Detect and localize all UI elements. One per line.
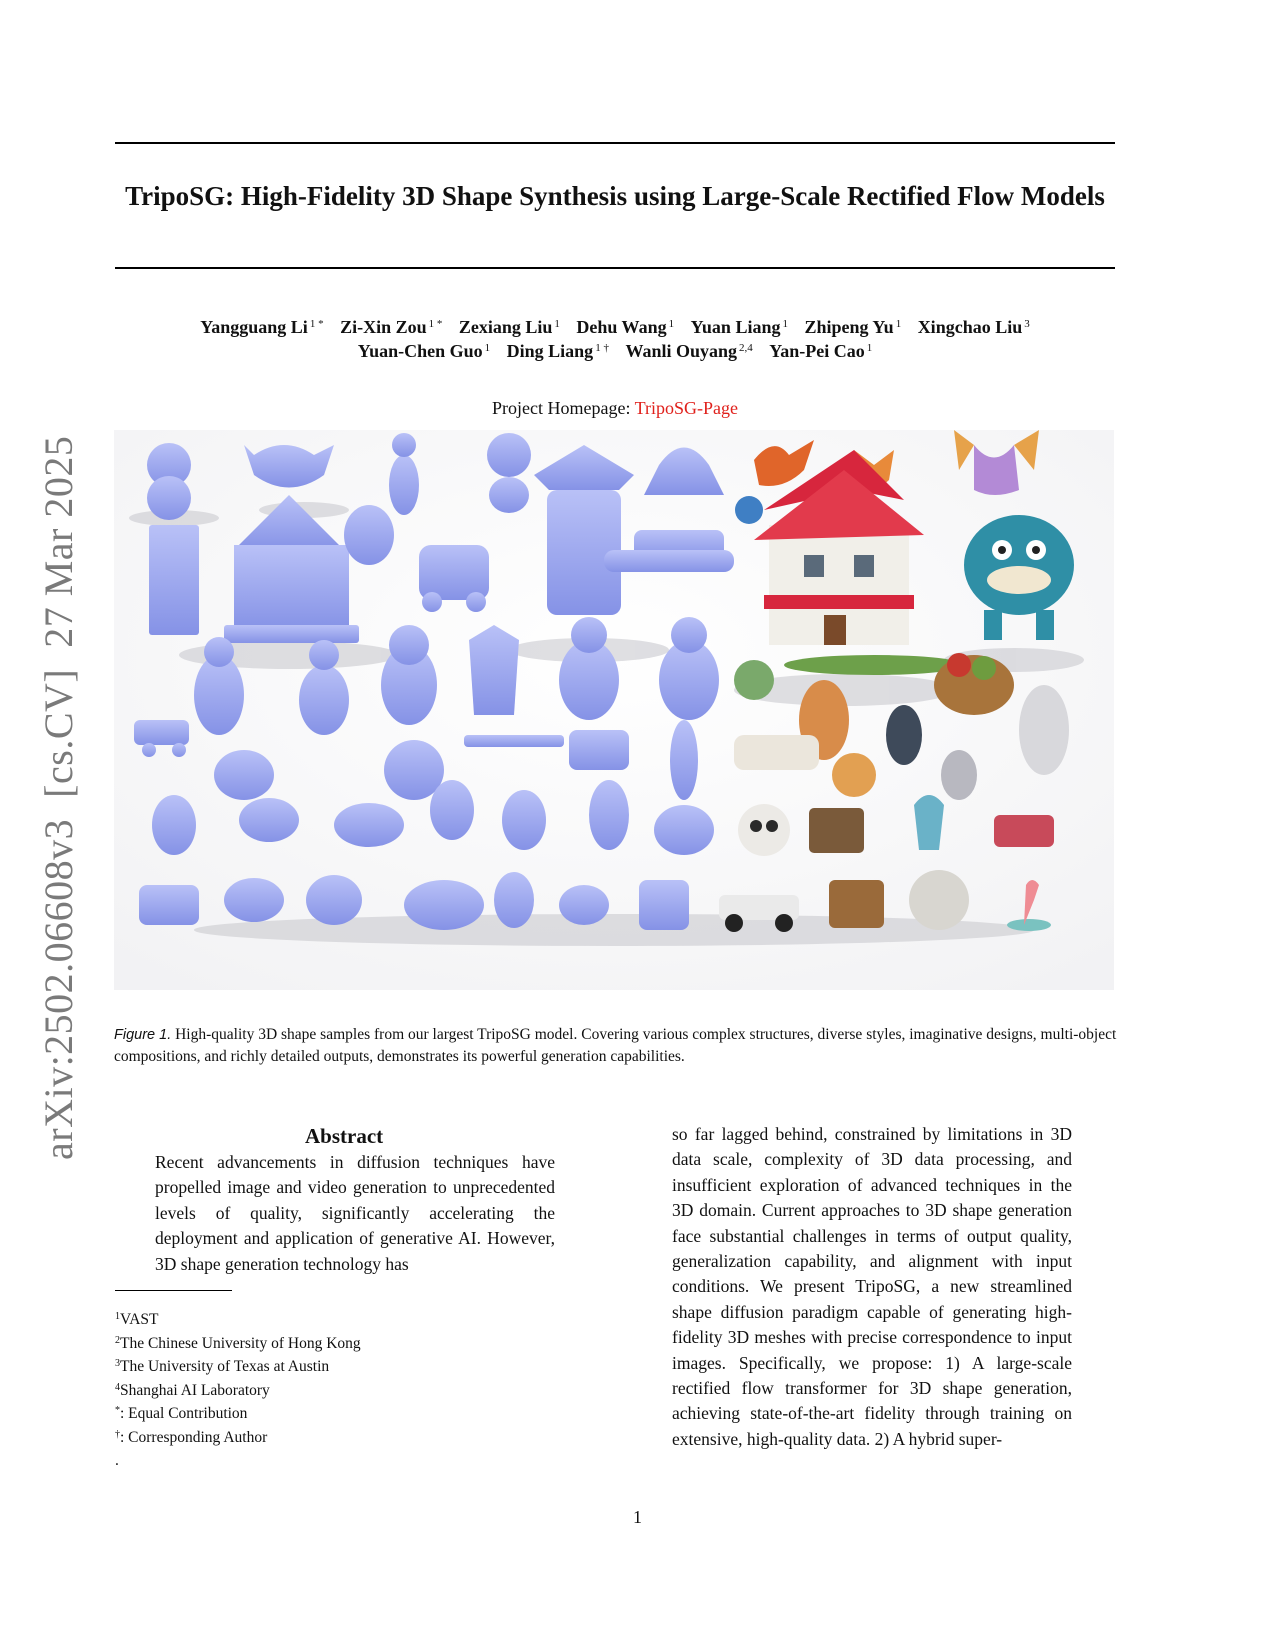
footnote: $^3$The University of Texas at Austin [115,1358,330,1375]
footnote: *: Equal Contribution [115,1405,248,1422]
arxiv-identifier-stamp: arXiv:2502.06608v3 [cs.CV] 27 Mar 2025 [36,435,81,1160]
author: Dehu Wang $^1$ [576,317,675,337]
abstract-text-right: so far lagged behind, constrained by limitations in 3D data scale, complexity of 3D data processing, and insufficient exploration of advanced techniques in the 3D domain. Current approaches to 3D shape generation face substantial challenges in terms of output quality, generalization capability, and alignment with input conditions. We present TripoSG, a new streamlined shape diffusion paradigm capable of generating high-fidelity 3D meshes with precise correspondence to input images. Specifically, we propose: 1) A large-scale rectified flow transformer for 3D shape generation, achieving state-of-the-art fidelity through training on extensive, high-quality data. 2) A hybrid super- [672,1124,1072,1449]
footnotes [115,1307,361,1472]
abstract-heading: Abstract [305,1124,384,1148]
paper-title: TripoSG: High-Fidelity 3D Shape Synthesis using Large-Scale Rectified Flow Models [125,181,1105,211]
footnote: $^1$VAST [115,1311,159,1328]
title-rule-bottom [115,267,1115,269]
author: Zi-Xin Zou $^{1 *}$ [340,317,443,337]
figure-caption [114,1024,1119,1067]
homepage-label: Project Homepage: [492,398,635,418]
footnote-rule [115,1290,232,1291]
footnote: †: Corresponding Author [115,1428,268,1446]
page-number: 1 [633,1507,642,1527]
shape-gallery-image [114,430,1114,990]
author: Yangguang Li $^{1 *}$ [200,317,324,337]
footnote: $^4$Shanghai AI Laboratory [115,1381,270,1399]
author: Yan-Pei Cao $^1$ [769,341,873,361]
teaser-figure [114,430,1114,990]
title-rule-top [115,142,1115,144]
author: Zhipeng Yu $^1$ [804,317,902,337]
homepage-link[interactable]: TripoSG-Page [634,398,738,418]
author: Yuan Liang $^1$ [690,317,788,337]
author-list-line-1 [115,313,1115,338]
footnote: $^2$The Chinese University of Hong Kong [115,1334,361,1352]
project-homepage [115,398,1115,419]
author: Xingchao Liu $^3$ [917,317,1030,337]
author: Wanli Ouyang $^{2,4}$ [625,341,753,361]
figure-caption-text: High-quality 3D shape samples from our largest TripoSG model. Covering various complex structures, diverse styles, imaginative designs, multi-object compositions, and richly detailed outputs, demonstrates its powerful generation capabilities. [114,1026,1117,1065]
author-list-line-2 [115,337,1115,362]
author: Zexiang Liu $^1$ [458,317,560,337]
figure-label: Figure 1. [114,1027,172,1043]
footnote: . [115,1452,119,1469]
author: Ding Liang $^{1 \dagger}$ [506,341,609,361]
author: Yuan-Chen Guo $^1$ [357,341,491,361]
abstract-text-left: Recent advancements in diffusion techniques have propelled image and video generation to unprecedented levels of quality, significantly accelerating the deployment and application of generative AI. However, 3D shape generation technology has [155,1152,555,1274]
